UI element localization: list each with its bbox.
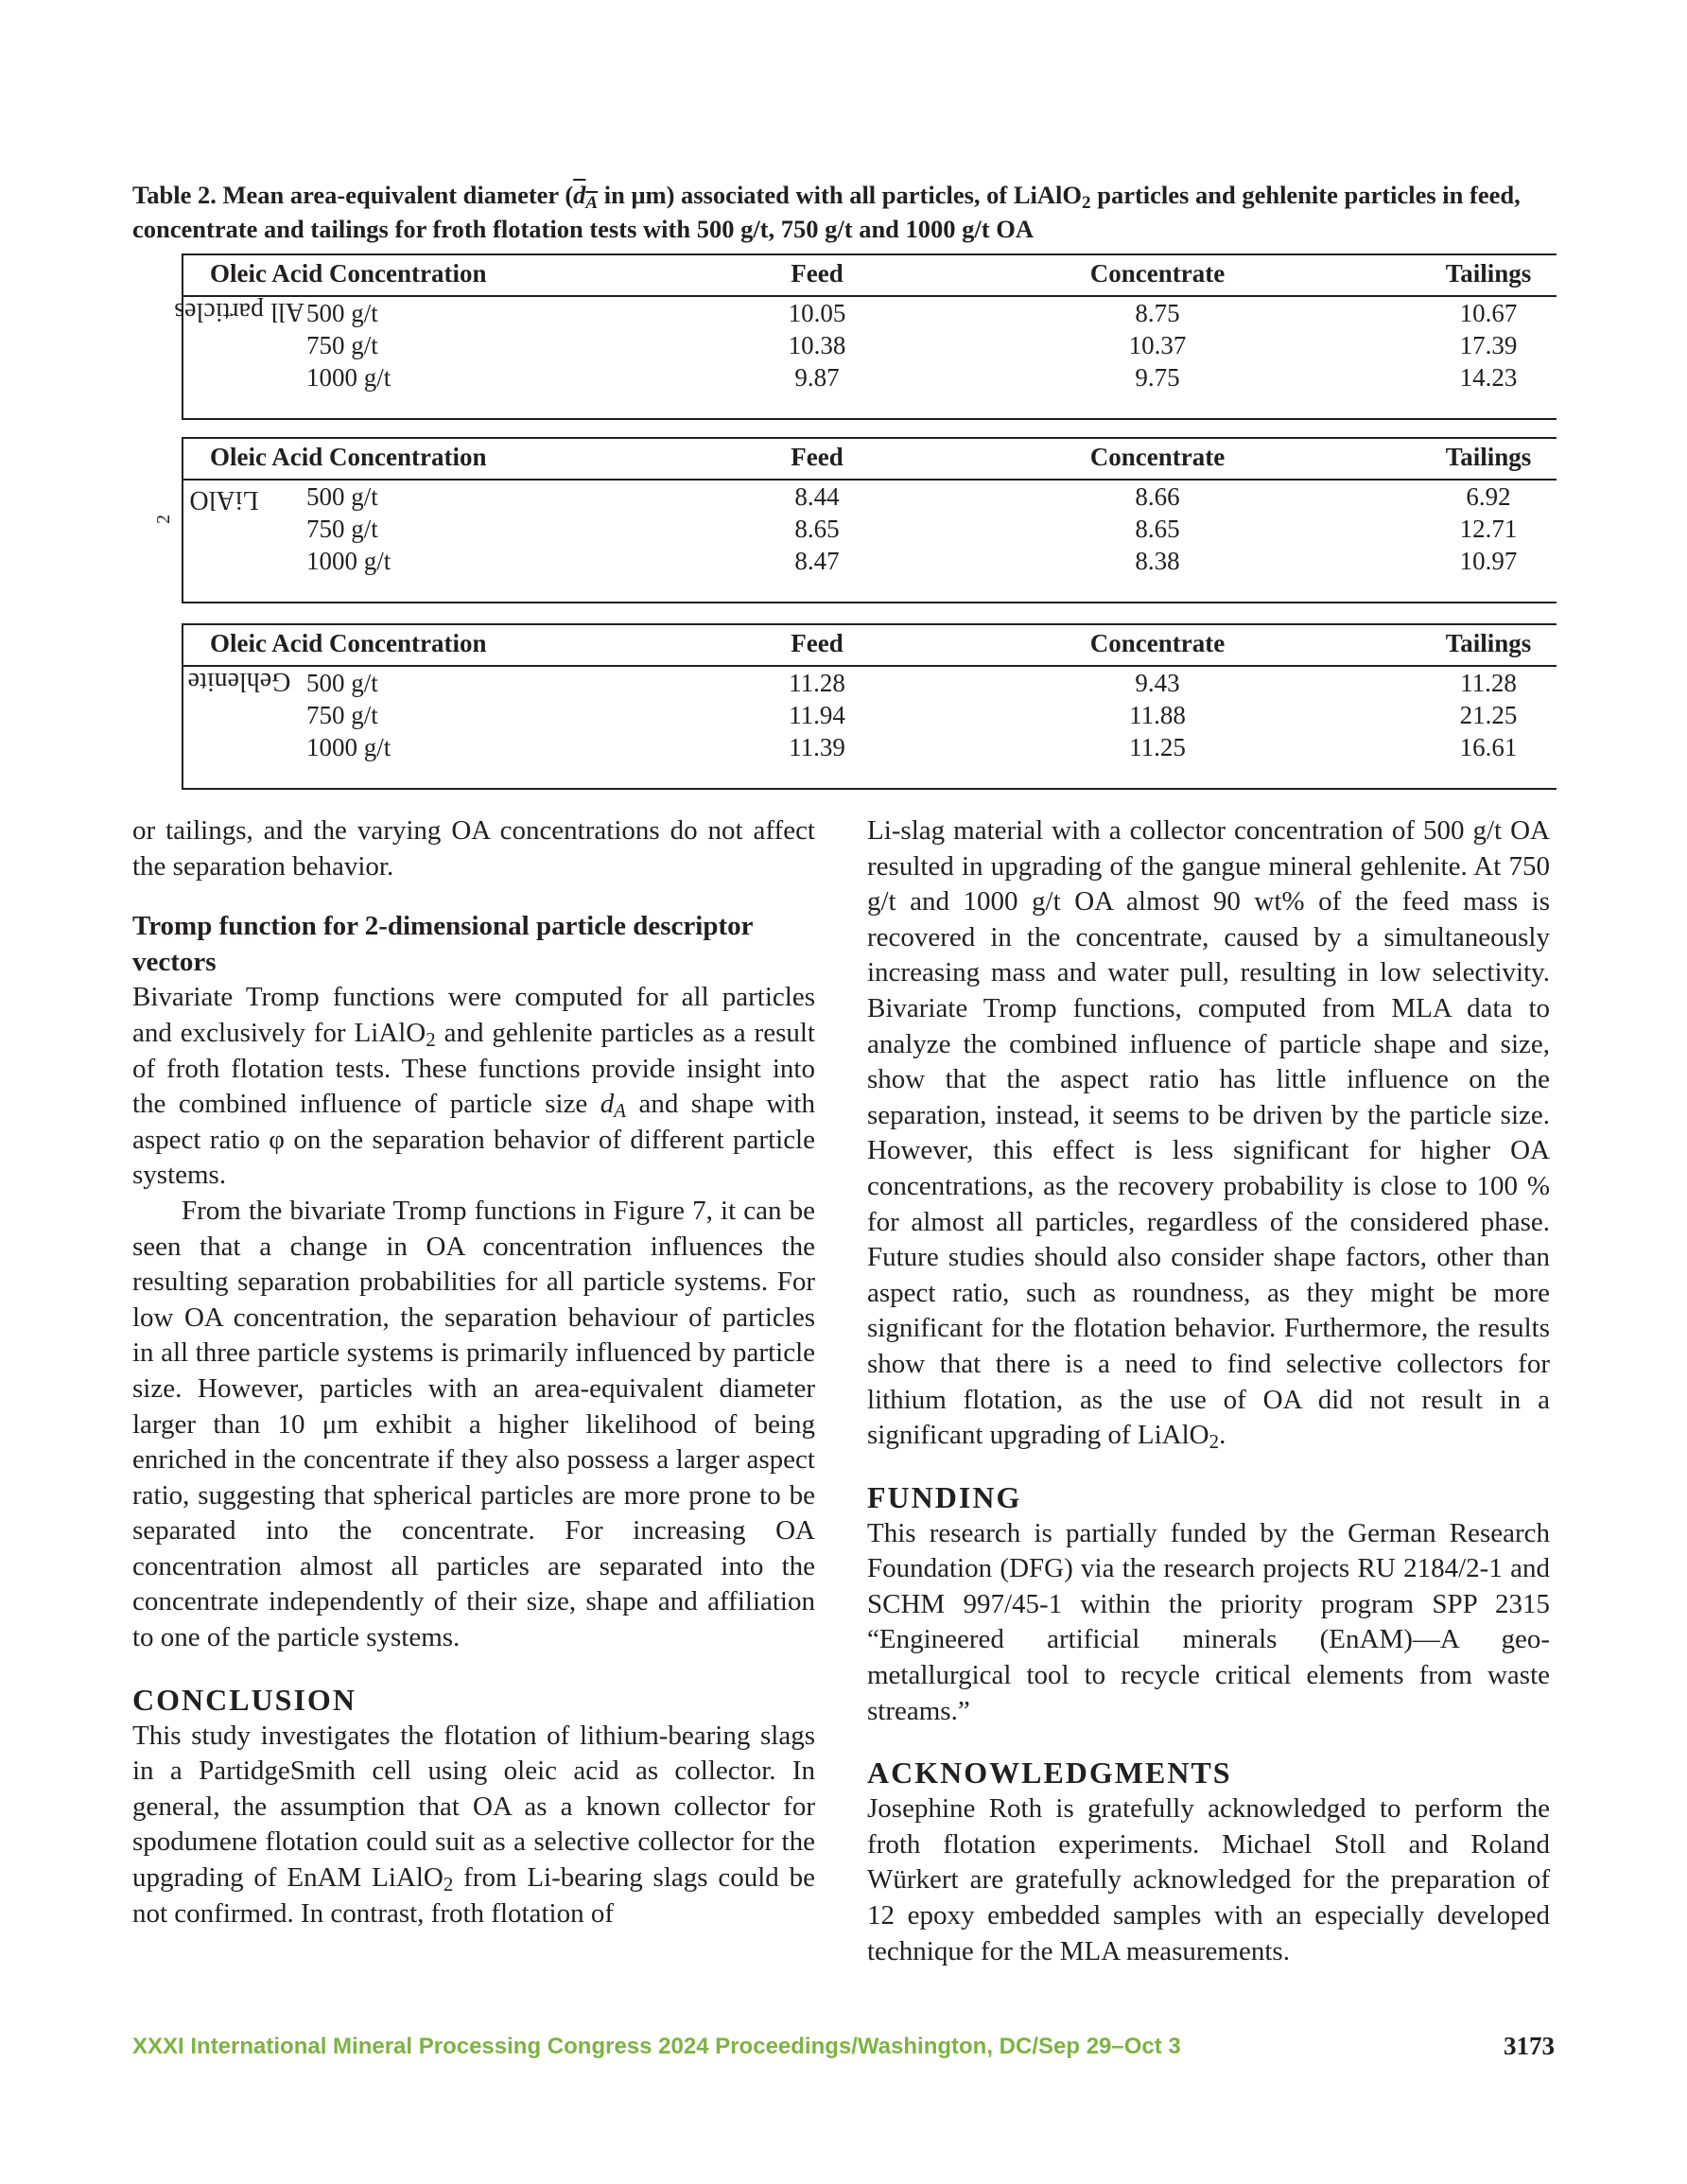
table-cell: 6.92 — [1466, 482, 1511, 511]
d-bar-symbol: $d_A$ — [573, 181, 599, 213]
table-row — [183, 299, 1557, 333]
table-cell: 500 g/t — [306, 299, 378, 327]
table-row — [183, 515, 1557, 549]
paragraph: Bivariate Tromp functions were computed for all particles and exclusively for LiAlO$_2$ and gehlenite particles as a result of froth flotation tests. These functions provide insight into the combined influence of particle size $d_A$ and shape with aspect ratio φ on the separation behavior of different particle systems. — [132, 982, 815, 1191]
column-header: Oleic Acid Concentration — [210, 259, 487, 288]
paragraph: From the bivariate Tromp functions in Figure 7, it can be seen that a change in OA concentration influences the resulting separation probabilities for all particle systems. For low OA concentration, the separation behaviour of particles in all three particle systems is primarily influenced by particle size. However, particles with an area-equivalent diameter larger than 10 μm exhibit a higher likelihood of being enriched in the concentrate if they also possess a larger aspect ratio, suggesting that spherical particles are more prone to be separated into the concentrate. For increasing OA concentration almost all particles are separated into the concentrate independently of their size, shape and affiliation to one of the particle systems. — [132, 1195, 815, 1653]
table-cell: 750 g/t — [306, 701, 378, 729]
table-row — [183, 701, 1557, 735]
table-cell: 8.47 — [794, 547, 840, 575]
table-cell: 500 g/t — [306, 669, 378, 697]
table-cell: 11.88 — [1129, 701, 1186, 729]
table-cell: 11.25 — [1129, 733, 1186, 761]
paragraph: or tailings, and the varying OA concentrations do not affect the separation behavior. — [132, 815, 815, 882]
table-cell: 17.39 — [1459, 331, 1518, 359]
table-cell: 8.65 — [794, 515, 840, 543]
column-header: Feed — [791, 259, 844, 288]
data-table — [132, 623, 1555, 788]
table-cell: 11.94 — [789, 701, 845, 729]
table-header-row — [183, 439, 1557, 480]
table-cell: 11.28 — [1460, 669, 1517, 697]
table-cell: 1000 g/t — [306, 363, 391, 392]
table-cell: 750 g/t — [306, 331, 378, 359]
paragraph: This study investigates the flotation of lithium-bearing slags in a PartidgeSmith cell using oleic acid as collector. In general, the assumption that OA as a known collector for spodumene flotation could suit as a selective collector for the upgrading of EnAM LiAlO$_2$ from Li-bearing slags could be not confirmed. In contrast, froth flotation of — [132, 1720, 815, 1929]
table-cell: 8.66 — [1135, 482, 1180, 511]
table-cell: 10.97 — [1459, 547, 1518, 575]
table-cell: 11.39 — [789, 733, 845, 761]
table-header-row — [183, 625, 1557, 667]
acknowledgments-heading: ACKNOWLEDGMENTS — [867, 1756, 1232, 1791]
table-cell: 12.71 — [1459, 515, 1518, 543]
table-row — [183, 482, 1557, 516]
table-side-label: LiAlO $_2$ — [153, 484, 259, 524]
table-cell: 10.05 — [788, 299, 846, 327]
table-cell: 8.75 — [1135, 299, 1180, 327]
data-table — [132, 253, 1555, 418]
table-cell: 9.87 — [794, 363, 840, 392]
column-header: Tailings — [1445, 259, 1532, 288]
column-header: Oleic Acid Concentration — [210, 629, 487, 657]
table-cell: 14.23 — [1459, 363, 1518, 392]
table-cell: 1000 g/t — [306, 547, 391, 575]
table-caption: Table 2. Mean area-equivalent diameter ($d_A$ in μm) associated with all particles, of LiAlO$_2$ particles and gehlenite particles in feed, concentrate and tailings for froth flotation tests with 500 g/t, 750 g/t and 1000 g/t OA — [132, 181, 1521, 243]
d-a-symbol: $d_A$ — [600, 1089, 627, 1123]
table-cell: 21.25 — [1459, 701, 1518, 729]
page-number: 3173 — [1504, 2032, 1555, 2060]
table-side-label: Gehlenite — [187, 667, 291, 696]
tromp-heading: Tromp function for 2-dimensional particle descriptor vectors — [132, 911, 753, 977]
table-cell: 10.38 — [788, 331, 846, 359]
table-cell: 750 g/t — [306, 515, 378, 543]
table-side-label: All particles — [174, 297, 304, 326]
table-cell: 9.75 — [1135, 363, 1180, 392]
column-header: Tailings — [1445, 629, 1532, 657]
table-row — [183, 669, 1557, 703]
column-header: Feed — [791, 443, 844, 471]
column-header: Concentrate — [1089, 443, 1226, 471]
column-header: Tailings — [1445, 443, 1532, 471]
table-cell: 8.44 — [794, 482, 840, 511]
table-cell: 1000 g/t — [306, 733, 391, 761]
table-header-row — [183, 255, 1557, 297]
table-cell: 10.67 — [1459, 299, 1518, 327]
column-header: Concentrate — [1089, 629, 1226, 657]
table-cell: 10.37 — [1128, 331, 1187, 359]
data-table — [132, 437, 1555, 602]
column-header: Concentrate — [1089, 259, 1226, 288]
table-cell: 16.61 — [1459, 733, 1518, 761]
conclusion-heading: CONCLUSION — [132, 1682, 357, 1717]
table-cell: 500 g/t — [306, 482, 378, 511]
table-row — [183, 733, 1557, 767]
paragraph: This research is partially funded by the German Research Foundation (DFG) via the research projects RU 2184/2-1 and SCHM 997/45-1 within the priority program SPP 2315 “Engineered artificial minerals (EnAM)—A geo-metallurgical tool to recycle critical elements from waste streams.” — [867, 1517, 1550, 1726]
right-column — [867, 813, 1550, 1969]
paragraph: Josephine Roth is gratefully acknowledged to perform the froth flotation experiments. Michael Stoll and Roland Würkert are gratefully acknowledged for the preparation of 12 epoxy embedded samples with an especially developed technique for the MLA measurements. — [867, 1793, 1550, 1966]
conference-footer: XXXI International Mineral Processing Congress 2024 Proceedings/Washington, DC/Sep 29–Oct 3 — [132, 2034, 1181, 2059]
table-row — [183, 331, 1557, 365]
table-cell: 9.43 — [1135, 669, 1180, 697]
table-cell: 8.38 — [1135, 547, 1180, 575]
table-cell: 8.65 — [1135, 515, 1180, 543]
funding-heading: FUNDING — [867, 1479, 1022, 1514]
paragraph: Li-slag material with a collector concentration of 500 g/t OA resulted in upgrading of the gangue mineral gehlenite. At 750 g/t and 1000 g/t OA almost 90 wt% of the feed mass is recovered in the concentrate, caused by a simultaneously increasing mass and water pull, resulting in low selectivity. Bivariate Tromp functions, computed from MLA data to analyze the combined influence of particle shape and size, show that the aspect ratio has little influence on the separation, instead, it seems to be driven by the particle size. However, this effect is less significant for higher OA concentrations, as the recovery probability is close to 100 % for almost all particles, regardless of the considered phase. Future studies should also consider shape factors, other than aspect ratio, such as roundness, as they might be more significant for the flotation behavior. Furthermore, the results show that there is a need to find selective collectors for lithium flotation, as the use of OA did not result in a significant upgrading of LiAlO$_2$. — [867, 815, 1550, 1454]
left-column — [132, 813, 815, 1931]
table-cell: 11.28 — [789, 669, 845, 697]
table-row — [183, 363, 1557, 397]
table-row — [183, 547, 1557, 581]
column-header: Feed — [791, 629, 844, 657]
column-header: Oleic Acid Concentration — [210, 443, 487, 471]
